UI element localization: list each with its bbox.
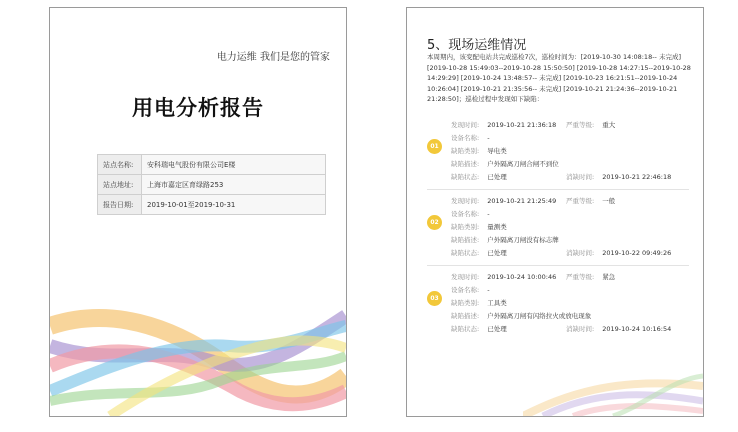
close-time-field — [566, 172, 671, 181]
status-label: 缺陷状态: — [451, 173, 480, 181]
details-page — [406, 7, 704, 417]
category-field — [451, 222, 507, 231]
section-title: 5、现场运维情况 — [427, 38, 527, 53]
category-label: 缺陷类别: — [451, 223, 480, 231]
close-time-label: 消缺时间: — [566, 249, 595, 257]
severity-field — [566, 196, 615, 205]
category-value: 导电类 — [487, 147, 507, 155]
close-time-field — [566, 324, 671, 333]
close-time-field — [566, 248, 671, 257]
report-date-value: 2019-10-01至2019-10-31 — [142, 195, 326, 215]
description-label: 缺陷描述: — [451, 236, 480, 244]
device-label: 设备名称: — [451, 134, 480, 142]
page-wave-graphic — [523, 371, 703, 416]
site-info-table — [97, 154, 326, 215]
status-field — [451, 324, 507, 333]
found-time-value: 2019-10-24 10:00:46 — [487, 273, 557, 281]
site-address-label: 站点地址: — [98, 175, 142, 195]
report-title: 用电分析报告 — [132, 96, 264, 120]
severity-label: 严重等级: — [566, 197, 595, 205]
status-value: 已处理 — [487, 249, 507, 257]
category-label: 缺陷类别: — [451, 147, 480, 155]
category-value: 量测类 — [487, 223, 507, 231]
description-field — [451, 311, 591, 320]
description-value: 户外隔离刀闸没有标志牌 — [487, 236, 559, 244]
status-field — [451, 172, 507, 181]
device-label: 设备名称: — [451, 286, 480, 294]
severity-value: 紧急 — [602, 273, 616, 281]
found-time-field — [451, 120, 556, 129]
defect-number-badge: 01 — [427, 139, 442, 154]
category-value: 工具类 — [487, 299, 507, 307]
site-address-value: 上海市嘉定区育绿路253 — [142, 175, 326, 195]
table-row — [98, 175, 326, 195]
severity-label: 严重等级: — [566, 121, 595, 129]
found-time-field — [451, 196, 556, 205]
defect-item — [427, 268, 689, 332]
device-field — [451, 209, 490, 218]
description-value: 户外隔离刀闸合闸不到位 — [487, 160, 559, 168]
device-field — [451, 133, 490, 142]
device-value: - — [487, 134, 490, 142]
close-time-label: 消缺时间: — [566, 173, 595, 181]
report-date-label: 报告日期: — [98, 195, 142, 215]
category-field — [451, 298, 507, 307]
close-time-value: 2019-10-24 10:16:54 — [602, 325, 672, 333]
category-label: 缺陷类别: — [451, 299, 480, 307]
status-label: 缺陷状态: — [451, 249, 480, 257]
divider — [427, 189, 689, 190]
severity-field — [566, 120, 615, 129]
cover-slogan: 电力运维 我们是您的管家 — [216, 52, 330, 63]
found-time-label: 发现时间: — [451, 121, 480, 129]
category-field — [451, 146, 507, 155]
found-time-value: 2019-10-21 21:36:18 — [487, 121, 557, 129]
close-time-label: 消缺时间: — [566, 325, 595, 333]
cover-page — [49, 7, 347, 417]
defect-number-badge: 03 — [427, 291, 442, 306]
divider — [427, 265, 689, 266]
table-row — [98, 155, 326, 175]
found-time-label: 发现时间: — [451, 273, 480, 281]
site-name-label: 站点名称: — [98, 155, 142, 175]
severity-field — [566, 272, 615, 281]
status-value: 已处理 — [487, 325, 507, 333]
severity-value: 重大 — [602, 121, 616, 129]
found-time-label: 发现时间: — [451, 197, 480, 205]
defect-item — [427, 116, 689, 180]
defect-number-badge: 02 — [427, 215, 442, 230]
device-value: - — [487, 210, 490, 218]
severity-value: 一般 — [602, 197, 616, 205]
found-time-field — [451, 272, 556, 281]
severity-label: 严重等级: — [566, 273, 595, 281]
device-field — [451, 285, 490, 294]
description-label: 缺陷描述: — [451, 160, 480, 168]
device-value: - — [487, 286, 490, 294]
site-name-value: 安科瑞电气股份有限公司E楼 — [142, 155, 326, 175]
inspection-summary: 本周期内，该变配电站共完成巡检7次，巡检时间为：[2019-10-30 14:08:18-- 未完成] [2019-10-28 15:49:03--2019-10-28 15:50:50] [2019-10-28 14:27:15--2019-10-28 14:29:29] [2019-10-24 13:48:57-- 未完成] [2019-10-23 16:21:51--2019-10-24 10:26:04] [2019-10-21 21:35:56-- 未完成] [2019-10-21 21:24:36--2019-10-21 21:28:50]；巡检过程中发现如下缺陷： — [427, 53, 691, 103]
status-label: 缺陷状态: — [451, 325, 480, 333]
table-row — [98, 195, 326, 215]
status-value: 已处理 — [487, 173, 507, 181]
cover-wave-graphic — [50, 306, 346, 416]
description-label: 缺陷描述: — [451, 312, 480, 320]
description-value: 户外隔离刀闸有闪络拉火或放电现象 — [487, 312, 592, 320]
found-time-value: 2019-10-21 21:25:49 — [487, 197, 557, 205]
close-time-value: 2019-10-21 22:46:18 — [602, 173, 672, 181]
description-field — [451, 159, 559, 168]
defect-item — [427, 192, 689, 256]
device-label: 设备名称: — [451, 210, 480, 218]
status-field — [451, 248, 507, 257]
description-field — [451, 235, 559, 244]
close-time-value: 2019-10-22 09:49:26 — [602, 249, 672, 257]
